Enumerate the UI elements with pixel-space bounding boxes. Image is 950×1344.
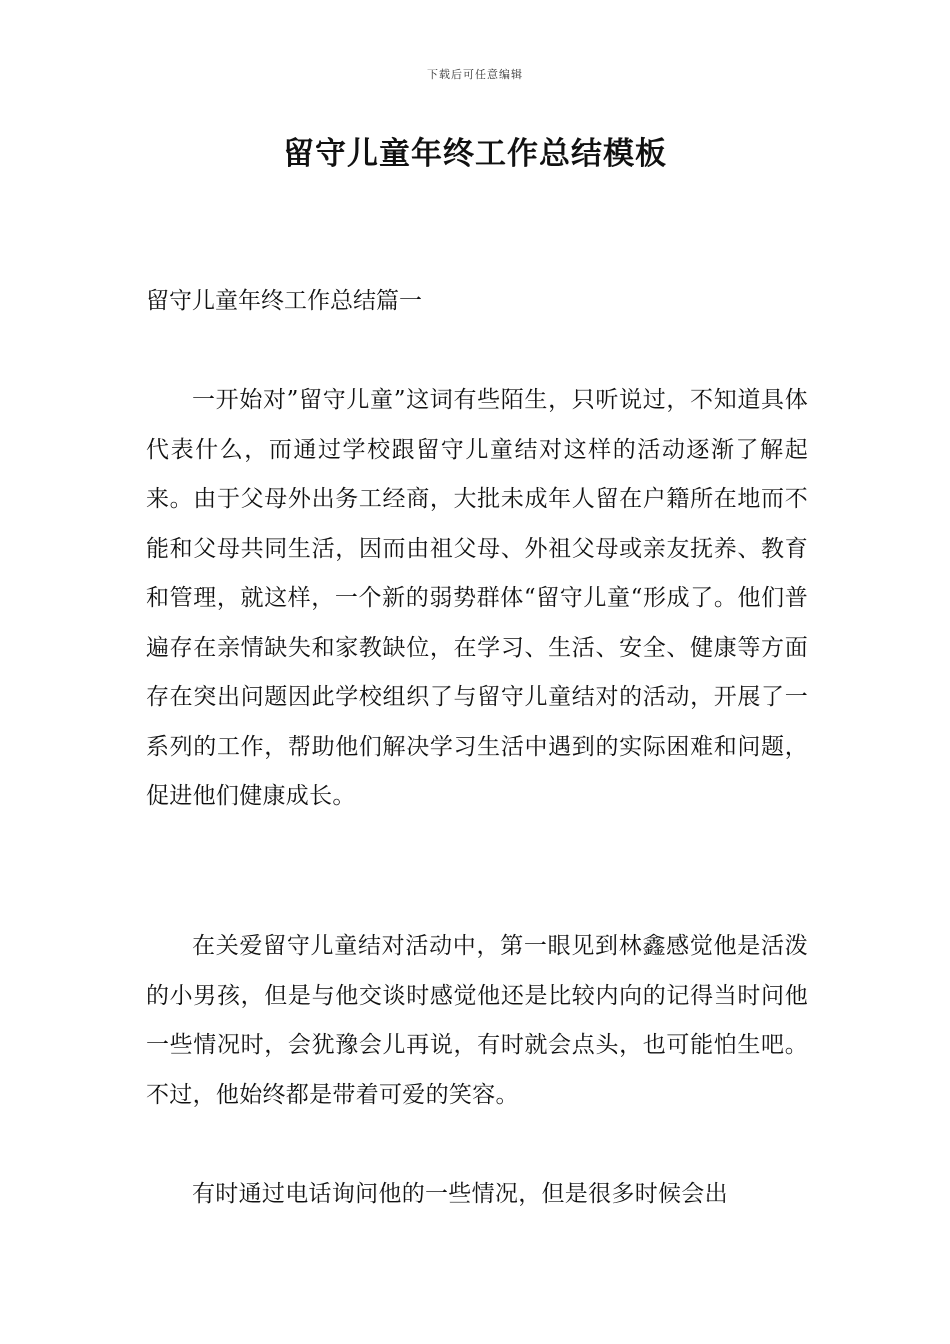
document-title: 留守儿童年终工作总结模板 [283, 136, 667, 172]
section-heading: 留守儿童年终工作总结篇一 [146, 288, 422, 314]
body-paragraph: 一开始对”留守儿童”这词有些陌生，只听说过，不知道具体代表什么，而通过学校跟留守儿童结对这样的活动逐渐了解起来。由于父母外出务工经商，大批未成年人留在户籍所在地而不能和父母共同生活，因而由祖父母、外祖父母或亲友抚养、教育和管理，就这样，一个新的弱势群体“留守儿童“形成了。他们普遍存在亲情缺失和家教缺位，在学习、生活、安全、健康等方面存在突出问题因此学校组织了与留守儿童结对的活动，开展了一系列的工作，帮助他们解决学习生活中遇到的实际困难和问题，促进他们健康成长。 [146, 387, 808, 809]
body-paragraph: 在关爱留守儿童结对活动中，第一眼见到林鑫感觉他是活泼的小男孩，但是与他交谈时感觉他还是比较内向的记得当时问他一些情况时，会犹豫会儿再说，有时就会点头，也可能怕生吧。不过，他始终都是带着可爱的笑容。 [146, 933, 808, 1108]
body-paragraph: 有时通过电话询问他的一些情况，但是很多时候会出 [192, 1181, 728, 1207]
header-note: 下载后可任意编辑 [427, 68, 523, 81]
